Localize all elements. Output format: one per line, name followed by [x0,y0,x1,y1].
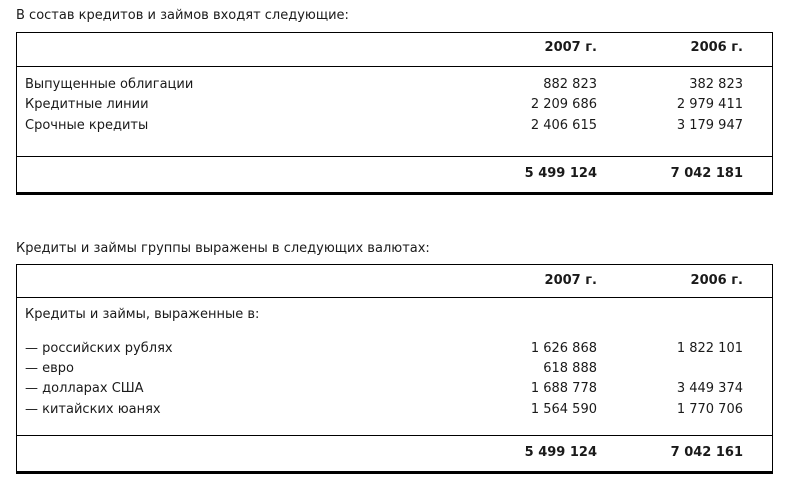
table-row [17,400,772,420]
total-divider [17,156,772,157]
table2-caption: Кредиты и займы группы выражены в следующих валютах: [16,241,430,256]
credits-currency-table [16,264,773,474]
row-label: — евро [25,361,74,376]
row-value-2006: 1 770 706 [676,402,743,417]
header-2007: 2007 г. [544,40,597,55]
section-label: Кредиты и займы, выраженные в: [25,307,260,322]
row-value-2006: 1 822 101 [676,341,743,356]
table-header-row [17,271,772,291]
credits-composition-table [16,32,773,195]
row-value-2006: 2 979 411 [676,97,743,112]
total-2006: 7 042 181 [670,166,743,181]
row-label: Кредитные линии [25,97,149,112]
row-value-2006: 382 823 [689,77,743,92]
row-label: — российских рублях [25,341,173,356]
row-label: Срочные кредиты [25,118,149,133]
table-row [17,75,772,95]
total-2007: 5 499 124 [524,445,597,460]
total-divider [17,435,772,436]
row-value-2007: 618 888 [543,361,597,376]
total-2007: 5 499 124 [524,166,597,181]
header-2007: 2007 г. [544,273,597,288]
header-divider [17,297,772,298]
row-value-2006: 3 179 947 [676,118,743,133]
section-label-row [17,305,772,325]
row-value-2007: 2 406 615 [530,118,597,133]
row-value-2007: 1 688 778 [530,381,597,396]
total-row [17,443,772,463]
header-2006: 2006 г. [690,40,743,55]
total-row [17,164,772,184]
header-2006: 2006 г. [690,273,743,288]
total-2006: 7 042 161 [670,445,743,460]
table-row [17,359,772,379]
row-value-2006: 3 449 374 [676,381,743,396]
table-row [17,95,772,115]
row-value-2007: 1 626 868 [530,341,597,356]
table1-caption: В состав кредитов и займов входят следующие: [16,8,349,23]
table-header-row [17,38,772,58]
row-value-2007: 2 209 686 [530,97,597,112]
row-value-2007: 1 564 590 [530,402,597,417]
row-value-2007: 882 823 [543,77,597,92]
header-divider [17,66,772,67]
row-label: Выпущенные облигации [25,77,194,92]
row-label: — долларах США [25,381,144,396]
row-label: — китайских юанях [25,402,161,417]
table-row [17,116,772,136]
table-row [17,339,772,359]
table-row [17,379,772,399]
